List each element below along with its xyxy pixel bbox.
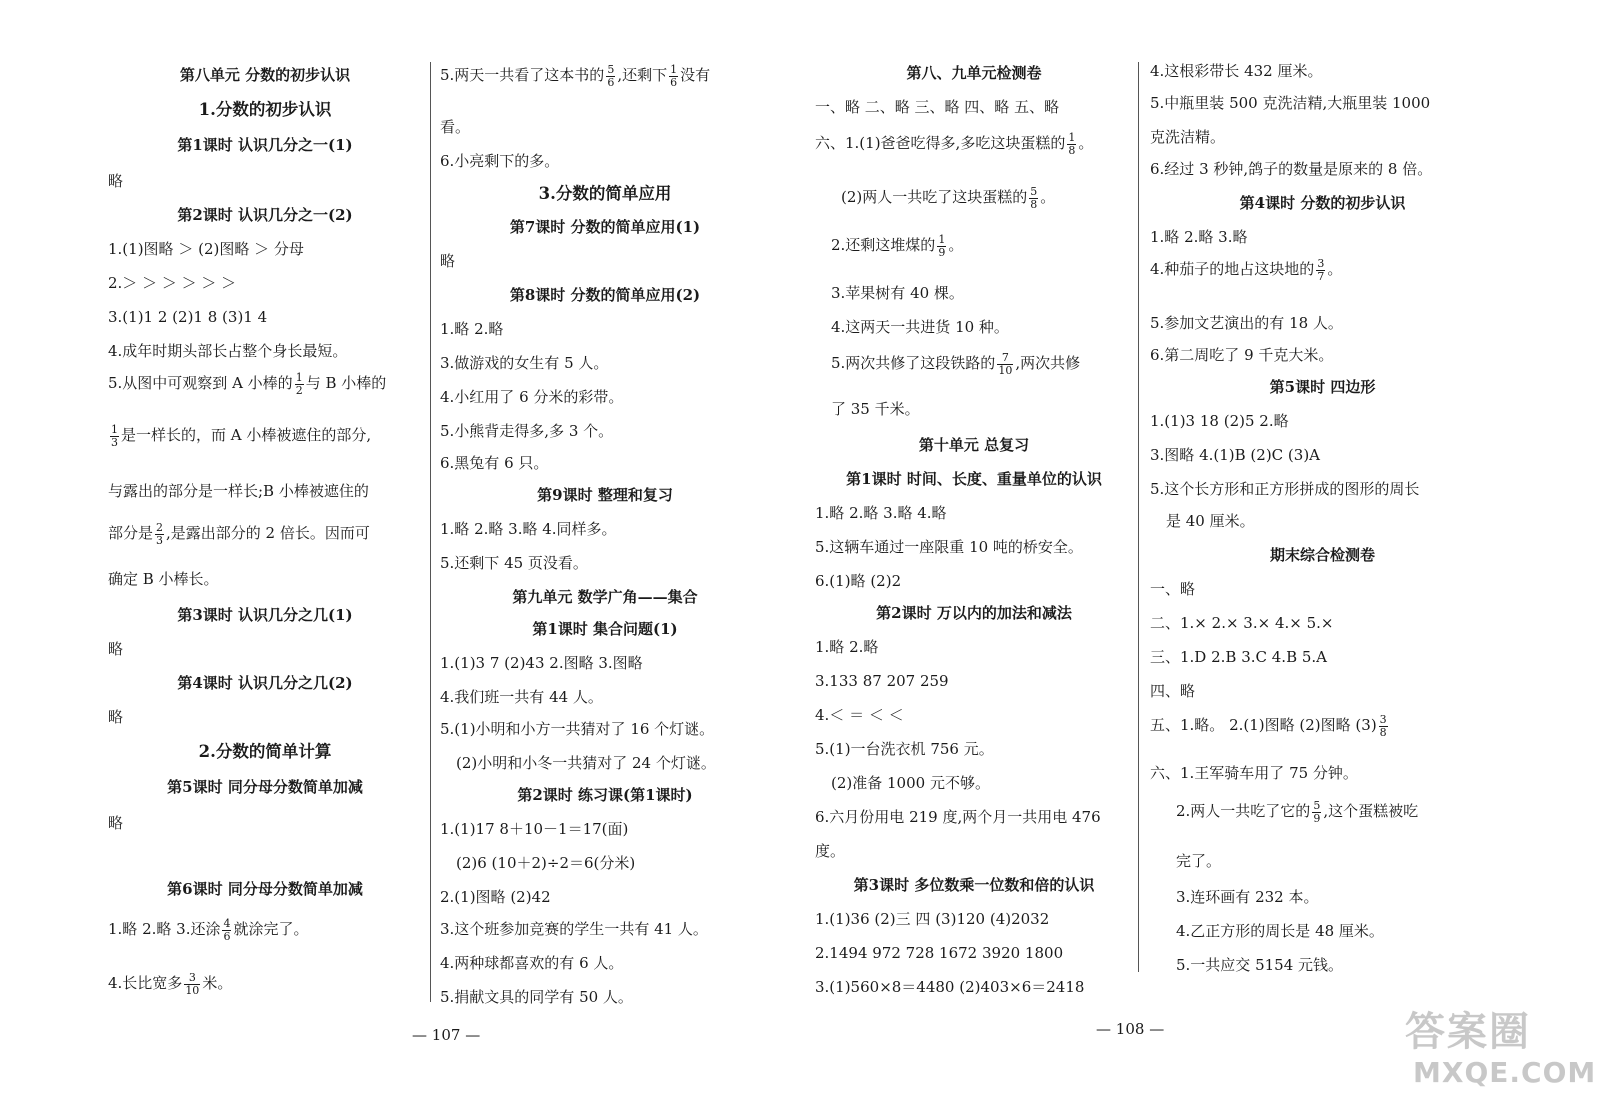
answer-line: 4.长比宽多 $\frac{3}{10}$ 米。	[108, 971, 233, 997]
answer-line: 一、略	[1150, 580, 1196, 598]
answer-line: 6.经过 3 秒钟,鸽子的数量是原来的 8 倍。	[1150, 160, 1433, 178]
answer-line: 2.＞ ＞ ＞ ＞ ＞ ＞	[108, 274, 237, 292]
answer-line: 4.两种球都喜欢的有 6 人。	[440, 954, 624, 972]
answer-line: 5.参加文艺演出的有 18 人。	[1150, 314, 1343, 332]
fraction: $\frac{1}{9}$	[938, 233, 946, 259]
answer-line: 3.做游戏的女生有 5 人。	[440, 354, 609, 372]
lesson-heading: 第6课时 同分母分数简单加减	[167, 880, 363, 898]
test-heading: 期末综合检测卷	[1269, 546, 1375, 564]
answer-line: 5.(1)一台洗衣机 756 元。	[815, 740, 994, 758]
answer-line: 2.1494 972 728 1672 3920 1800	[815, 944, 1064, 962]
lesson-heading: 第3课时 认识几分之几(1)	[177, 606, 353, 624]
answer-line: 5.两次共修了这段铁路的 $\frac{7}{10}$ ,两次共修	[831, 351, 1081, 377]
answer-line: 5.小熊背走得多,多 3 个。	[440, 422, 614, 440]
column-divider	[1138, 62, 1139, 972]
answer-line: 4.＜ ＝ ＜ ＜	[815, 706, 904, 724]
lesson-heading: 第2课时 认识几分之一(2)	[177, 206, 353, 224]
answer-line: 了 35 千米。	[831, 400, 920, 418]
fraction: $\frac{1}{6}$	[670, 63, 678, 89]
answer-line: 2.两人一共吃了它的 $\frac{5}{9}$ ,这个蛋糕被吃	[1176, 799, 1419, 825]
answer-line: 6.第二周吃了 9 千克大米。	[1150, 346, 1334, 364]
answer-line: 4.种茄子的地占这块地的 $\frac{3}{7}$ 。	[1150, 257, 1343, 283]
answer-line: 5.捐献文具的同学有 50 人。	[440, 988, 633, 1006]
lesson-heading: 第1课时 认识几分之一(1)	[177, 136, 353, 154]
answer-line: 确定 B 小棒长。	[108, 570, 219, 588]
lesson-heading: 第2课时 练习课(第1课时)	[517, 786, 693, 804]
test-heading: 第八、九单元检测卷	[906, 64, 1042, 82]
unit-heading: 第十单元 总复习	[918, 436, 1030, 454]
section-heading: 1.分数的初步认识	[198, 100, 332, 119]
answer-line: 1.略 2.略 3.略 4.同样多。	[440, 520, 617, 538]
answer-line: 3.图略 4.(1)B (2)C (3)A	[1150, 446, 1321, 464]
answer-line: 六、1.(1)爸爸吃得多,多吃这块蛋糕的 $\frac{1}{8}$ 。	[815, 131, 1094, 157]
answer-line: 5.中瓶里装 500 克洗洁精,大瓶里装 1000	[1150, 94, 1431, 112]
page-number-108: — 108 —	[1096, 1020, 1165, 1038]
answer-line: 略	[440, 252, 456, 270]
lesson-heading: 第2课时 万以内的加法和减法	[876, 604, 1072, 622]
answer-line: 5.两天一共看了这本书的 $\frac{5}{6}$ ,还剩下 $\frac{1}{6}$ 没有	[440, 63, 711, 89]
answer-line: (2)小明和小冬一共猜对了 24 个灯谜。	[456, 754, 716, 772]
answer-line: $\frac{1}{3}$ 是一样长的，而 A 小棒被遮住的部分,	[111, 423, 372, 449]
answer-line: 度。	[815, 842, 846, 860]
lesson-heading: 第1课时 时间、长度、重量单位的认识	[846, 470, 1102, 488]
lesson-heading: 第9课时 整理和复习	[537, 486, 673, 504]
answer-line: 3.133 87 207 259	[815, 672, 949, 690]
answer-line: 2.(1)图略 (2)42	[440, 888, 551, 906]
lesson-heading: 第7课时 分数的简单应用(1)	[509, 218, 701, 236]
page-number-107: — 107 —	[412, 1026, 481, 1044]
answer-line: (2)两人一共吃了这块蛋糕的 $\frac{5}{8}$ 。	[841, 185, 1056, 211]
fraction: $\frac{2}{3}$	[156, 521, 164, 547]
unit-heading: 第八单元 分数的初步认识	[179, 66, 351, 84]
answer-line: 是 40 厘米。	[1166, 512, 1255, 530]
answer-line: 3.(1)560×8＝4480 (2)403×6＝2418	[815, 978, 1085, 996]
answer-line: 略	[108, 708, 124, 726]
answer-line: 4.我们班一共有 44 人。	[440, 688, 603, 706]
fraction: $\frac{3}{7}$	[1317, 257, 1325, 283]
section-heading: 2.分数的简单计算	[198, 742, 332, 761]
fraction: $\frac{5}{8}$	[1030, 185, 1038, 211]
answer-line: 3.这个班参加竞赛的学生一共有 41 人。	[440, 920, 708, 938]
answer-line: 4.这根彩带长 432 厘米。	[1150, 62, 1323, 80]
answer-line: 与露出的部分是一样长;B 小棒被遮住的	[108, 482, 369, 500]
answer-line: 三、1.D 2.B 3.C 4.B 5.A	[1150, 648, 1328, 666]
fraction: $\frac{3}{8}$	[1379, 713, 1387, 739]
answer-line: 5.这辆车通过一座限重 10 吨的桥安全。	[815, 538, 1083, 556]
column-divider	[430, 62, 431, 1002]
answer-line: 1.略 2.略 3.略	[1150, 228, 1248, 246]
answer-line: 3.连环画有 232 本。	[1176, 888, 1319, 906]
lesson-heading: 第4课时 分数的初步认识	[1239, 194, 1406, 212]
answer-line: 3.苹果树有 40 棵。	[831, 284, 964, 302]
section-heading: 3.分数的简单应用	[538, 184, 672, 203]
fraction: $\frac{4}{6}$	[223, 917, 231, 943]
answer-line: 6.小亮剩下的多。	[440, 152, 560, 170]
answer-line: 部分是 $\frac{2}{3}$ ,是露出部分的 2 倍长。因而可	[108, 521, 370, 547]
fraction: $\frac{7}{10}$	[998, 351, 1013, 377]
lesson-heading: 第1课时 集合问题(1)	[532, 620, 678, 638]
answer-line: 5.一共应交 5154 元钱。	[1176, 956, 1344, 974]
fraction: $\frac{5}{9}$	[1313, 799, 1321, 825]
answer-line: 4.成年时期头部长占整个身长最短。	[108, 342, 348, 360]
answer-line: 3.(1)1 2 (2)1 8 (3)1 4	[108, 308, 268, 326]
answer-line: 1.略 2.略 3.还涂 $\frac{4}{6}$ 就涂完了。	[108, 917, 309, 943]
lesson-heading: 第4课时 认识几分之几(2)	[177, 674, 353, 692]
answer-line: 六、1.王军骑车用了 75 分钟。	[1150, 764, 1358, 782]
answer-line: 4.乙正方形的周长是 48 厘米。	[1176, 922, 1384, 940]
answer-line: 1.略 2.略 3.略 4.略	[815, 504, 947, 522]
answer-line: 二、1.× 2.× 3.× 4.× 5.×	[1150, 614, 1334, 632]
fraction: $\frac{3}{10}$	[185, 971, 200, 997]
lesson-heading: 第5课时 四边形	[1269, 378, 1376, 396]
fraction: $\frac{1}{8}$	[1068, 131, 1076, 157]
answer-line: 6.六月份用电 219 度,两个月一共用电 476	[815, 808, 1101, 826]
answer-line: 5.从图中可观察到 A 小棒的 $\frac{1}{2}$ 与 B 小棒的	[108, 371, 387, 397]
answer-line: 1.(1)图略 ＞ (2)图略 ＞ 分母	[108, 240, 304, 258]
answer-line: 4.小红用了 6 分米的彩带。	[440, 388, 624, 406]
answer-line: 完了。	[1176, 852, 1222, 870]
watermark-logo: 答案圈 MXQE.COM	[1405, 1009, 1597, 1089]
answer-line: 四、略	[1150, 682, 1196, 700]
fraction: $\frac{1}{3}$	[111, 423, 118, 449]
answer-line: 6.黑兔有 6 只。	[440, 454, 549, 472]
answer-line: 一、略 二、略 三、略 四、略 五、略	[815, 98, 1060, 116]
answer-line: 五、1.略。 2.(1)图略 (2)图略 (3) $\frac{3}{8}$	[1150, 713, 1387, 739]
answer-line: 5.还剩下 45 页没看。	[440, 554, 588, 572]
answer-line: 4.这两天一共进货 10 种。	[831, 318, 1009, 336]
answer-line: 5.这个长方形和正方形拼成的图形的周长	[1150, 480, 1420, 498]
answer-line: 略	[108, 814, 124, 832]
answer-line: 1.(1)3 7 (2)43 2.图略 3.图略	[440, 654, 643, 672]
answer-line: 5.(1)小明和小方一共猜对了 16 个灯谜。	[440, 720, 715, 738]
answer-line: 看。	[440, 118, 471, 136]
answer-line: 6.(1)略 (2)2	[815, 572, 902, 590]
answer-line: 1.略 2.略	[440, 320, 504, 338]
lesson-heading: 第5课时 同分母分数简单加减	[167, 778, 363, 796]
answer-line: 1.略 2.略	[815, 638, 879, 656]
fraction: $\frac{5}{6}$	[607, 63, 615, 89]
answer-line: 1.(1)3 18 (2)5 2.略	[1150, 412, 1289, 430]
answer-line: 1.(1)17 8＋10－1＝17(面)	[440, 820, 629, 838]
lesson-heading: 第8课时 分数的简单应用(2)	[509, 286, 701, 304]
answer-line: 2.还剩这堆煤的 $\frac{1}{9}$ 。	[831, 233, 964, 259]
fraction: $\frac{1}{2}$	[295, 371, 303, 397]
answer-line: (2)准备 1000 元不够。	[831, 774, 990, 792]
answer-line: 克洗洁精。	[1150, 128, 1226, 146]
unit-heading: 第九单元 数学广角——集合	[512, 588, 698, 606]
answer-line: 略	[108, 640, 124, 658]
answer-line: 1.(1)36 (2)三 四 (3)120 (4)2032	[815, 910, 1050, 928]
lesson-heading: 第3课时 多位数乘一位数和倍的认识	[853, 876, 1095, 894]
answer-line: (2)6 (10＋2)÷2＝6(分米)	[456, 854, 636, 872]
answer-line: 略	[108, 172, 124, 190]
